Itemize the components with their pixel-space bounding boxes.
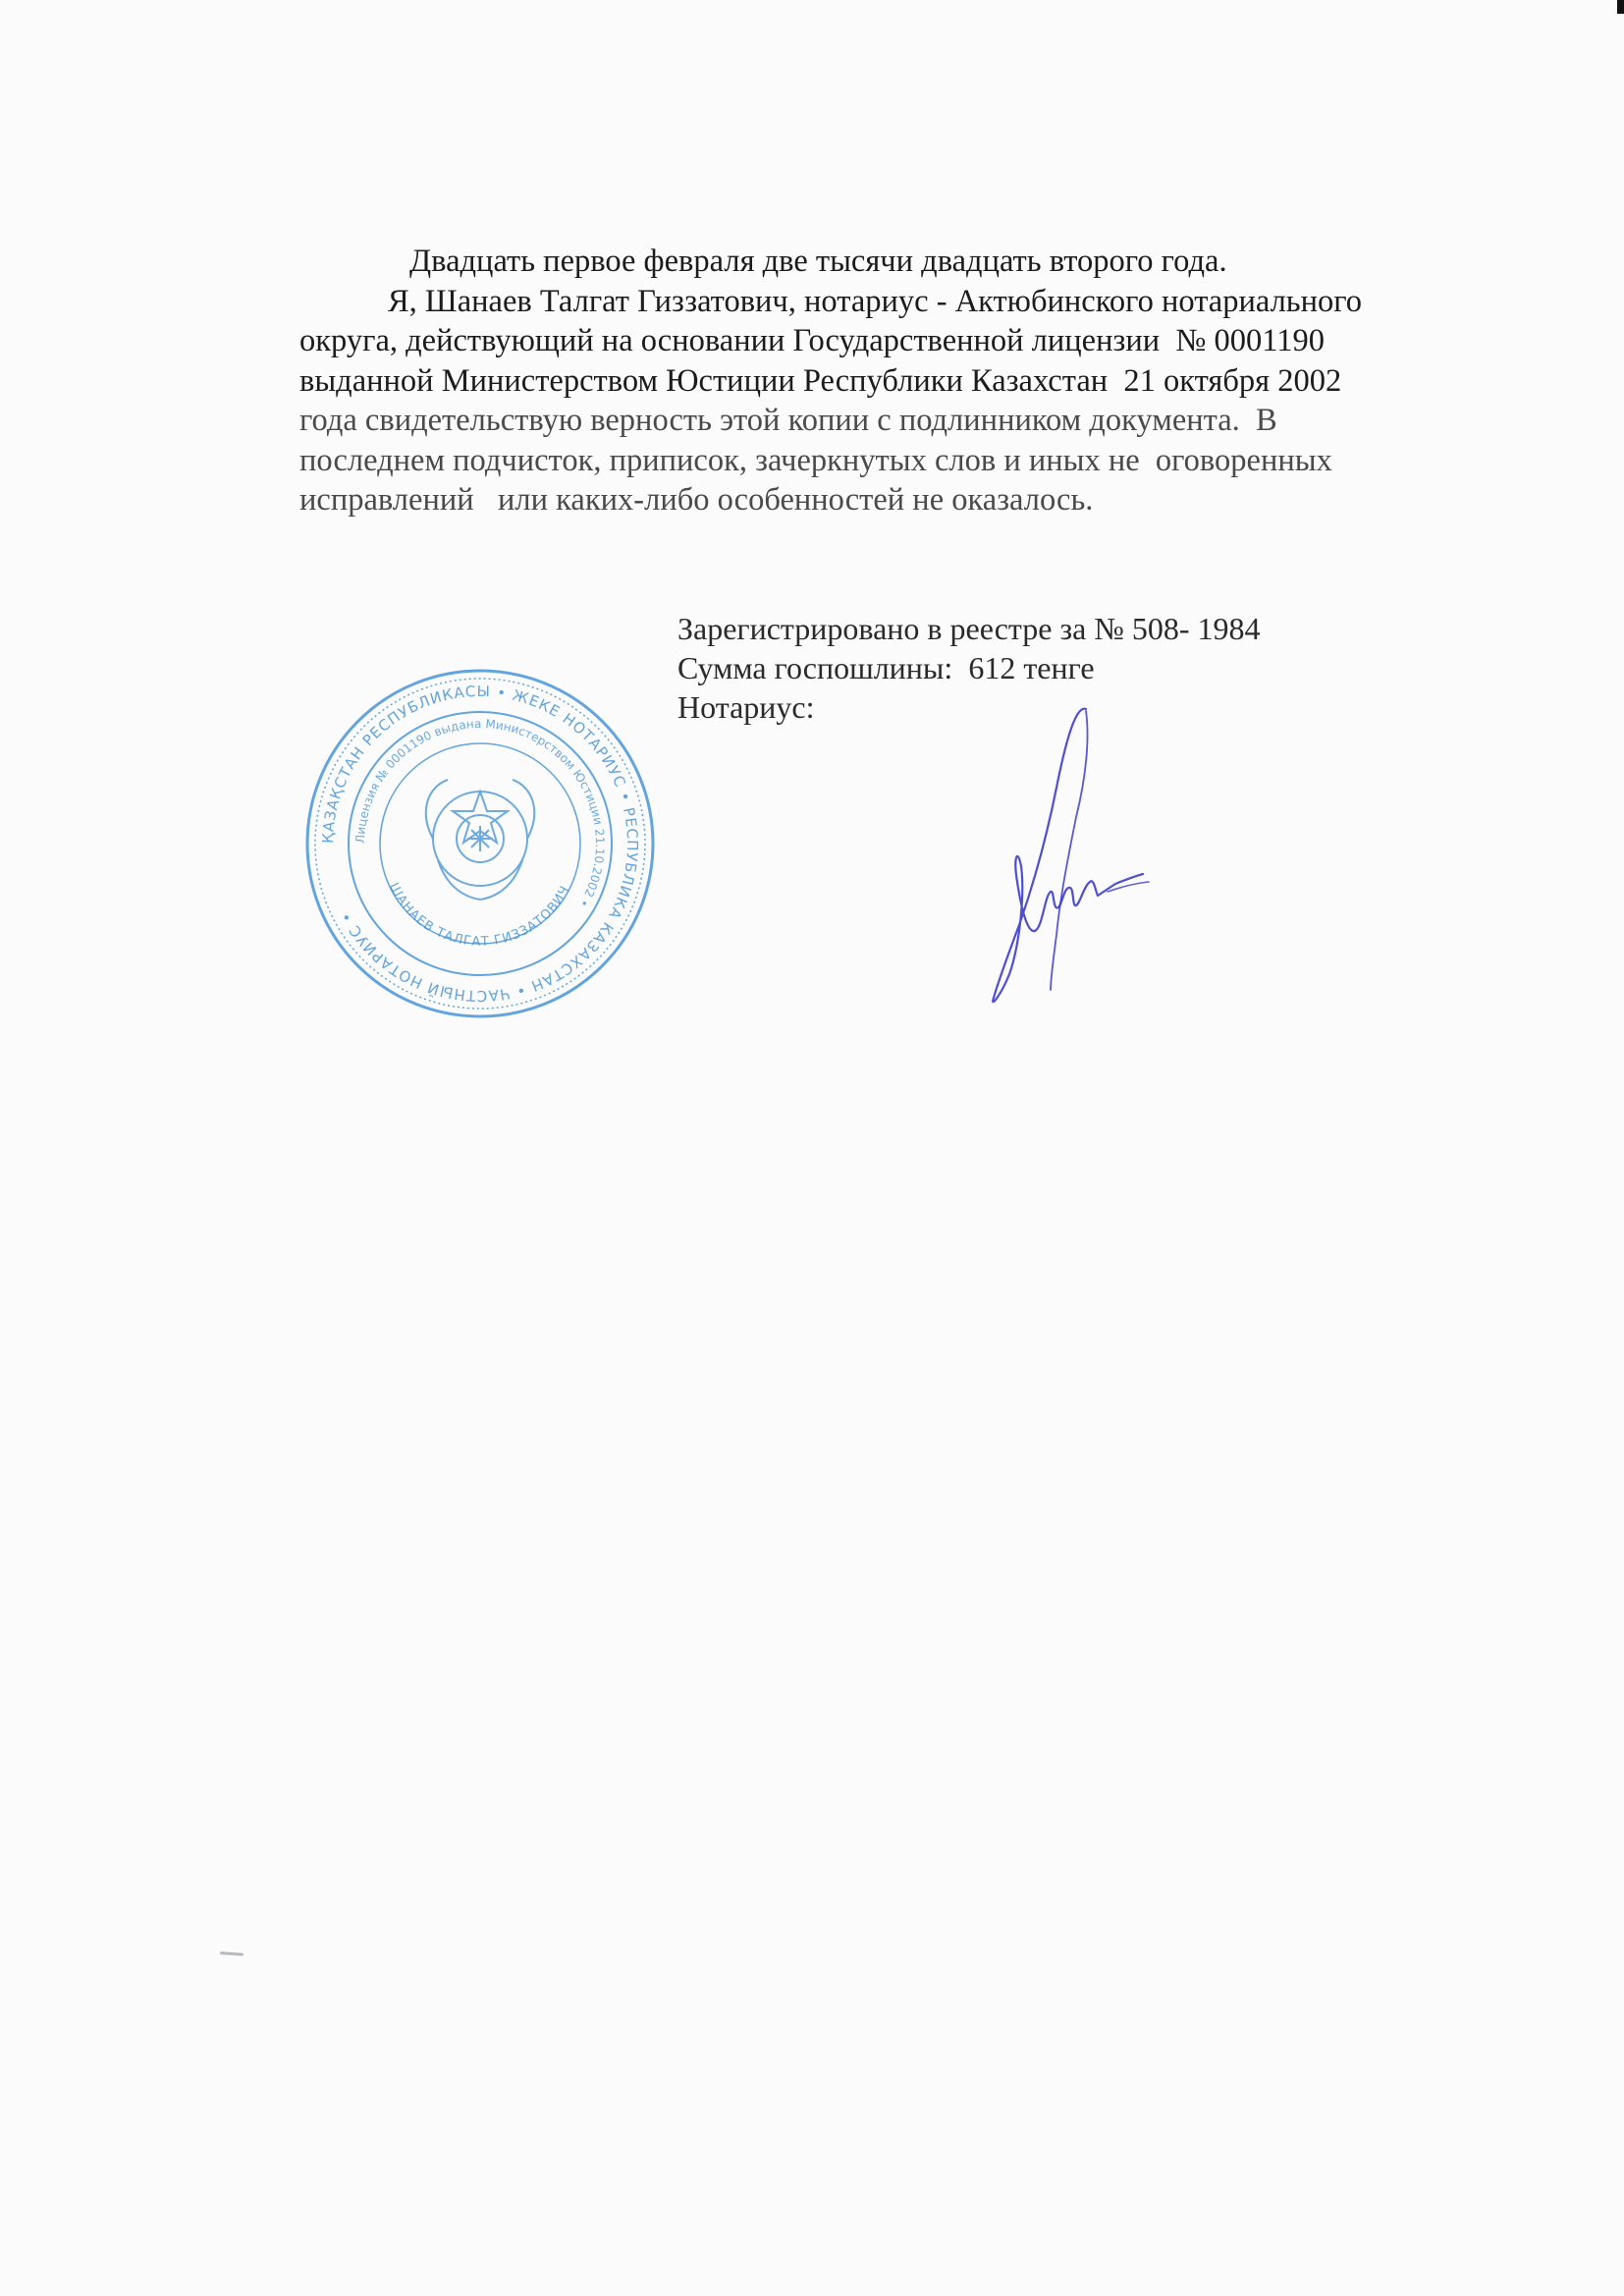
date-line: Двадцать первое февраля две тысячи двадцать второго года. — [409, 244, 1227, 279]
certification-text — [299, 242, 1576, 520]
notary-signature — [903, 699, 1159, 1013]
state-emblem-icon — [426, 780, 534, 900]
certification-line-5: последнем подчисток, приписок, зачеркнутых слов и иных не оговоренных — [299, 442, 1332, 478]
registry-line: Зарегистрировано в реестре за № 508- 1984 — [677, 611, 1261, 646]
notary-label: Нотариус: — [677, 689, 815, 725]
scan-edge-mark — [1617, 0, 1624, 14]
certification-line-6: исправлений или каких-либо особенностей не оказалось. — [299, 482, 1094, 518]
certification-line-4: года свидетельствую верность этой копии с подлинником документа. В — [299, 403, 1277, 438]
seal-outer-text: ҚАЗАҚСТАН РЕСПУБЛИКАСЫ • ЖЕКЕ НОТАРИУС • РЕСПУБЛИКА КАЗАХСТАН • ЧАСТНЫЙ НОТАРИУС • — [318, 682, 642, 1006]
seal-name-text: ШАНАЕВ ТАЛГАТ ГИЗЗАТОВИЧ — [385, 880, 573, 950]
fee-line: Сумма госпошлины: 612 тенге — [677, 650, 1095, 685]
scan-speck — [220, 1951, 244, 1956]
certification-line-1: Я, Шанаев Талгат Гиззатович, нотариус - Актюбинского нотариального — [388, 283, 1363, 319]
seal-inner-text: Лицензия № 0001190 выдана Министерством Юстиции 21.10.2002 • — [352, 716, 608, 910]
certification-line-2: округа, действующий на основании Государственной лицензии № 0001190 — [299, 323, 1326, 358]
notary-seal-stamp — [300, 664, 660, 1023]
certification-line-3: выданной Министерством Юстиции Республики Казахстан 21 октября 2002 — [299, 362, 1342, 399]
